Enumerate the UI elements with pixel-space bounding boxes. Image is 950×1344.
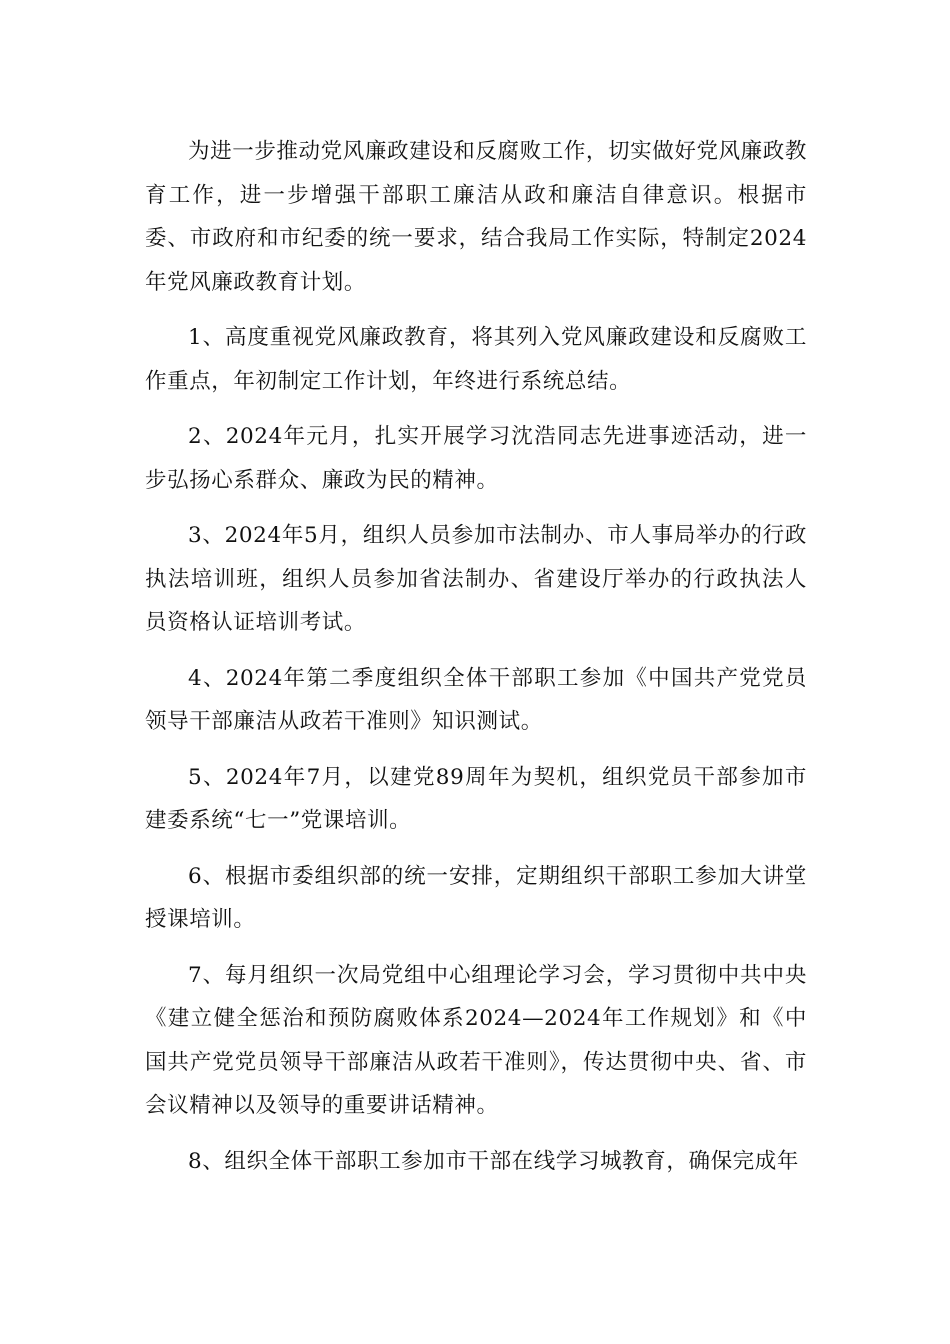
- plan-item-5: 5、2024年7月，以建党89周年为契机，组织党员干部参加市建委系统“七一”党课培训。: [145, 764, 807, 833]
- intro-paragraph: 为进一步推动党风廉政建设和反腐败工作，切实做好党风廉政教育工作，进一步增强干部职工廉洁从政和廉洁自律意识。根据市委、市政府和市纪委的统一要求，结合我局工作实际，特制定2024年党风廉政教育计划。: [145, 139, 807, 295]
- plan-item-1: 1、高度重视党风廉政教育，将其列入党风廉政建设和反腐败工作重点，年初制定工作计划，年终进行系统总结。: [145, 325, 807, 394]
- plan-item-8: 8、组织全体干部职工参加市干部在线学习城教育，确保完成年: [188, 1148, 799, 1174]
- plan-item-6: 6、根据市委组织部的统一安排，定期组织干部职工参加大讲堂授课培训。: [145, 863, 807, 932]
- plan-item-7: 7、每月组织一次局党组中心组理论学习会，学习贯彻中共中央《建立健全惩治和预防腐败体系2024—2024年工作规划》和《中国共产党党员领导干部廉洁从政若干准则》，传达贯彻中央、省、市会议精神以及领导的重要讲话精神。: [145, 962, 807, 1118]
- plan-item-4: 4、2024年第二季度组织全体干部职工参加《中国共产党党员领导干部廉洁从政若干准则》知识测试。: [145, 665, 807, 734]
- document-body: [145, 130, 807, 1195]
- plan-item-3: 3、2024年5月，组织人员参加市法制办、市人事局举办的行政执法培训班，组织人员参加省法制办、省建设厅举办的行政执法人员资格认证培训考试。: [145, 523, 807, 635]
- plan-item-2: 2、2024年元月，扎实开展学习沈浩同志先进事迹活动，进一步弘扬心系群众、廉政为民的精神。: [145, 424, 807, 493]
